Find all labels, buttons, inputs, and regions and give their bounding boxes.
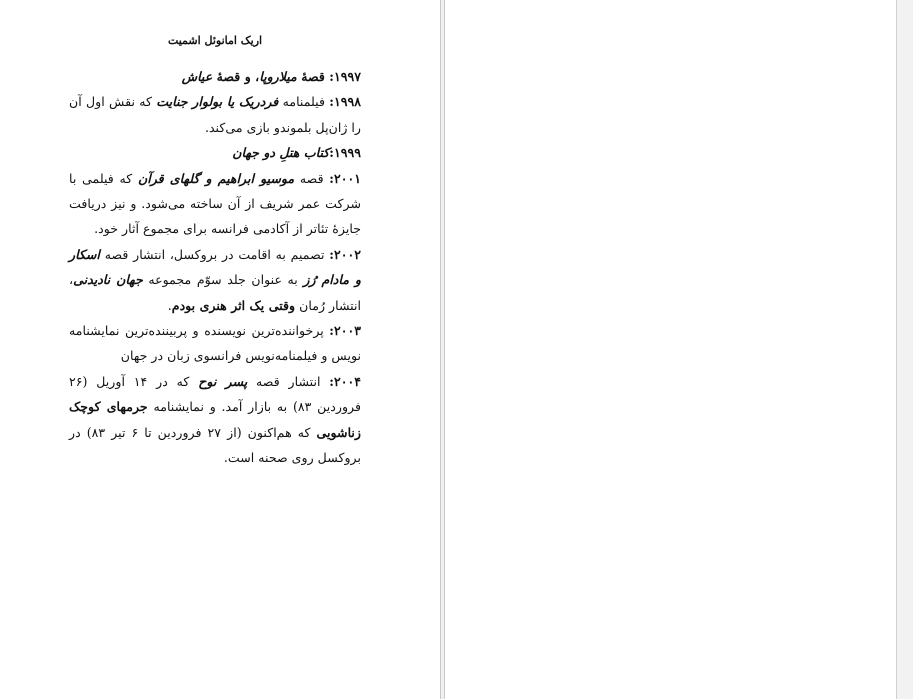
entry-text: پرخواننده‌ترین نویسنده و پربیننده‌ترین نمایشنامه نویس و فیلمنامه‌نویس فرانسوی زبان در جهان xyxy=(69,323,361,364)
entry-year: ۲۰۰۳: xyxy=(329,323,361,339)
work-title: میلاروپا xyxy=(259,69,297,84)
work-title: وقتی یک اثر هنری بودم xyxy=(171,297,296,313)
chronology-entry xyxy=(69,64,361,89)
chronology-entry xyxy=(69,166,361,242)
vertical-scrollbar[interactable] xyxy=(896,0,913,699)
entry-text: قصهٔ xyxy=(296,69,330,84)
entry-year: ۱۹۹۸: xyxy=(329,94,361,110)
work-title: پسر نوح xyxy=(198,373,248,389)
chronology-entry xyxy=(69,89,361,140)
chronology-entry xyxy=(69,318,361,369)
work-title: جرمهای کوچک زناشویی xyxy=(69,399,362,440)
entry-text: که فیلمی با شرکت عمر شریف از آن ساخته می‌شود. و نیز دریافت جایزهٔ تئاتر از آکادمی فرانسه برای مجموع آثار خود. xyxy=(69,170,361,237)
chronology-entry xyxy=(69,369,361,471)
entry-year: ۱۹۹۹: xyxy=(329,145,361,161)
entry-text: که نقش اول آن را ژان‌پل بلموندو بازی می‌کند. xyxy=(69,94,361,135)
running-header: اریک امانوئل اشمیت xyxy=(167,34,263,47)
left-page xyxy=(0,0,440,699)
chronology-entry xyxy=(69,242,361,318)
entry-text: . xyxy=(167,297,172,313)
entry-text: قصه xyxy=(294,170,330,186)
entry-text: فیلمنامه xyxy=(278,94,330,110)
entry-text: ، و قصهٔ xyxy=(212,69,260,84)
entry-text: تصمیم به اقامت در بروکسل، انتشار قصه xyxy=(99,246,330,262)
entry-text: که هم‌اکنون (از ۲۷ فروردین تا ۶ تیر ۸۳) در بروکسل روی صحنه است. xyxy=(69,424,361,466)
entry-year: ۲۰۰۲: xyxy=(329,246,361,262)
work-title: موسیو ابراهیم و گلهای قرآن xyxy=(137,170,295,186)
entry-year: ۲۰۰۱: xyxy=(329,170,362,186)
entry-text: ، انتشار رُمان xyxy=(69,272,361,313)
work-title: اسکار و مادام رُز xyxy=(69,246,361,288)
work-title: فردریک یا بولوار جنایت xyxy=(156,94,279,110)
work-title: جهان نادیدنی xyxy=(73,272,143,288)
entry-year: ۱۹۹۷: xyxy=(329,69,361,84)
entry-text: که در ۱۴ آوریل (۲۶ فروردین ۸۳) به بازار آمد. و نمایشنامه xyxy=(69,373,361,415)
right-page xyxy=(445,0,896,699)
chronology-entry xyxy=(69,140,361,165)
entry-text: به عنوان جلد سوّم مجموعه xyxy=(142,272,304,288)
work-title: کتاب هتلِ دو جهان xyxy=(232,145,330,161)
chronology-text xyxy=(69,64,361,471)
entry-year: ۲۰۰۴: xyxy=(329,373,362,389)
entry-text: انتشار قصه xyxy=(247,373,330,389)
work-title: عیاش xyxy=(181,69,213,84)
